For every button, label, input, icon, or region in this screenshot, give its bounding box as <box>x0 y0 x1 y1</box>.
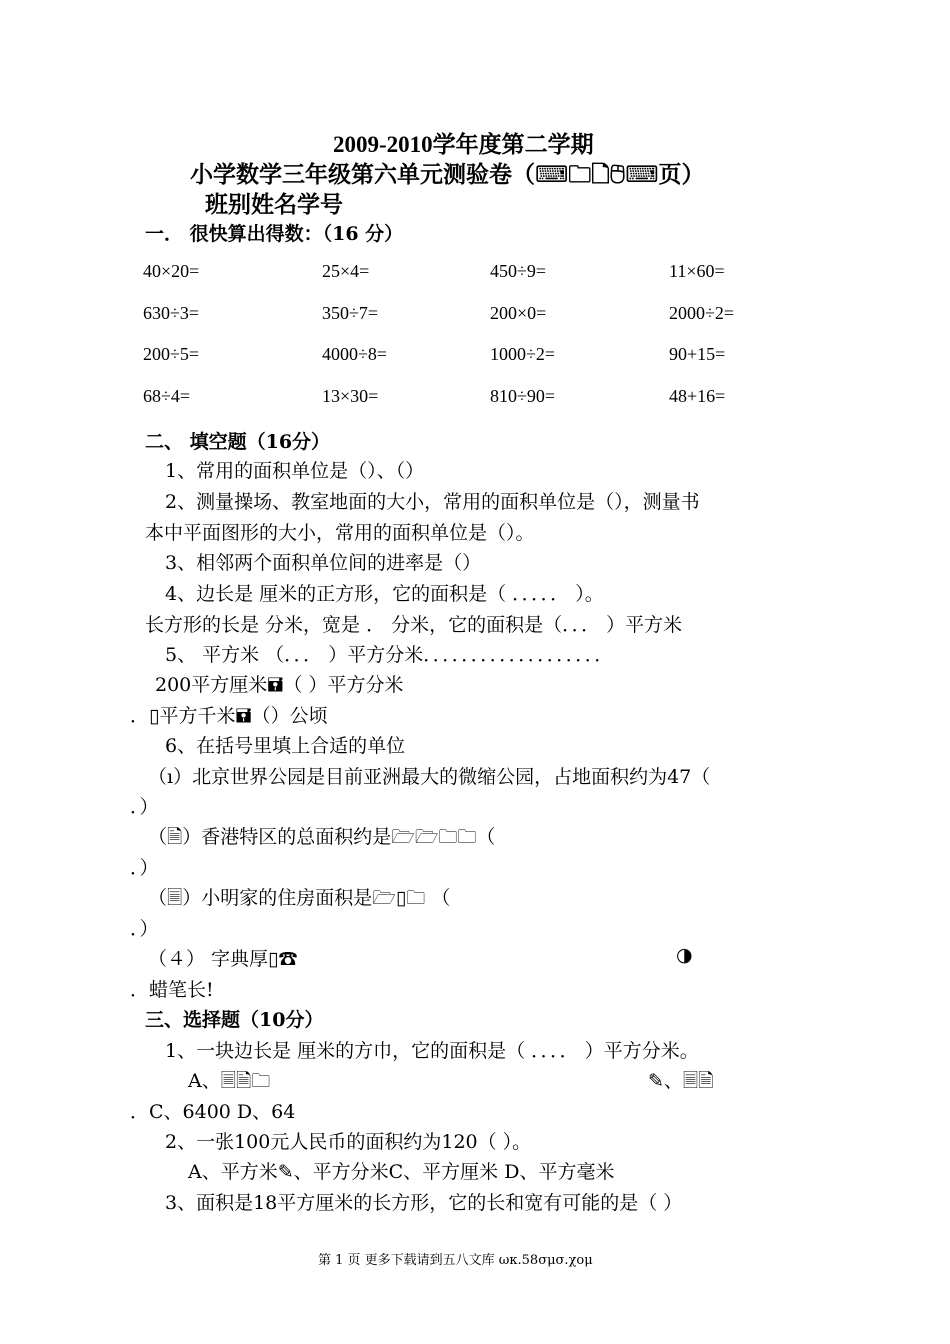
page-footer: 第 1 页 更多下载请到五八文库 ωκ.58σμσ.χομ <box>318 1253 593 1268</box>
choice-b: ✎、🗏🗎 <box>648 1070 714 1092</box>
question-line: 2、一张100元人民币的面积约为120（ ）。 <box>165 1131 532 1153</box>
calc-item: 90+15= <box>669 344 726 364</box>
choice-a: A、🗏🗎🗀 <box>188 1070 271 1092</box>
calc-item: 25×4= <box>322 261 370 281</box>
question-line: 6、在括号里填上合适的单位 <box>165 735 406 757</box>
calc-item: 450÷9= <box>490 261 547 281</box>
question-line: 3、面积是18平方厘米的长方形，它的长和宽有可能的是（ ） <box>165 1192 683 1214</box>
calc-item: 200×0= <box>490 303 547 323</box>
calc-item: 2000÷2= <box>669 303 735 323</box>
question-line: 4、边长是 厘米的正方形，它的面积是（ ．．．．． ）。 <box>165 583 604 605</box>
calc-item: 810÷90= <box>490 386 556 406</box>
calc-item: 630÷3= <box>143 303 200 323</box>
question-line: （ı）北京世界公园是目前亚洲最大的微缩公园，占地面积约为47（ <box>148 766 711 788</box>
calc-item: 48+16= <box>669 386 726 406</box>
student-info-line: 班别姓名学号 <box>205 192 343 217</box>
calc-item: 40×20= <box>143 261 200 281</box>
calc-item: 200÷5= <box>143 344 200 364</box>
calc-item: 11×60= <box>669 261 725 281</box>
question-line: 3、相邻两个面积单位间的进率是（） <box>165 552 482 574</box>
question-line: 长方形的长是 分米，宽是 ． 分米，它的面积是（．．． ）平方米 <box>145 614 683 636</box>
question-line: 1、一块边长是 厘米的方巾，它的面积是（ ．．．． ）平方分米。 <box>165 1040 699 1062</box>
question-line: （４） 字典厚▯☎ <box>148 948 298 970</box>
section3-heading: 三、选择题（10分） <box>145 1009 324 1031</box>
question-line: ．） <box>130 857 159 879</box>
question-line: ．） <box>130 918 159 940</box>
document-subtitle: 小学数学三年级第六单元测验卷（⌨🗀🗋🖰⌨页） <box>190 162 705 187</box>
calc-item: 350÷7= <box>322 303 379 323</box>
calc-item: 1000÷2= <box>490 344 556 364</box>
calc-item: 68÷4= <box>143 386 191 406</box>
question-line: ．蜡笔长! <box>130 979 214 1001</box>
question-line: （🗏）小明家的住房面积是🗁▯🗀 （ <box>148 887 451 909</box>
question-line: （🗎）香港特区的总面积约是🗁🗁🗀🗀（ <box>148 826 496 848</box>
question-line: ．▯平方千米🖬（）公顷 <box>130 705 328 727</box>
document-title: 2009-2010学年度第二学期 <box>333 132 594 157</box>
choice-c-d: ．C、6400 D、64 <box>130 1101 296 1123</box>
question-line: ．） <box>130 796 159 818</box>
section2-heading: 二、 填空题（16分） <box>145 431 331 453</box>
choices-line: A、平方米✎、平方分米C、平方厘米 D、平方毫米 <box>188 1161 615 1183</box>
question-line: 2、测量操场、教室地面的大小，常用的面积单位是（），测量书 <box>165 491 700 513</box>
calc-item: 4000÷8= <box>322 344 388 364</box>
question-line: 5、 平方米 （．．． ）平方分米．．．．．．．．．．．．．．．．．．． <box>165 644 614 666</box>
moon-glyph: ◑ <box>676 944 693 966</box>
calc-item: 13×30= <box>322 386 379 406</box>
section1-heading: 一． 很快算出得数：（16 分） <box>145 223 404 245</box>
question-line: 200平方厘米🖬（ ）平方分米 <box>155 674 404 696</box>
question-line: 1、常用的面积单位是（）、（） <box>165 460 425 482</box>
question-line: 本中平面图形的大小，常用的面积单位是（）。 <box>145 522 535 544</box>
